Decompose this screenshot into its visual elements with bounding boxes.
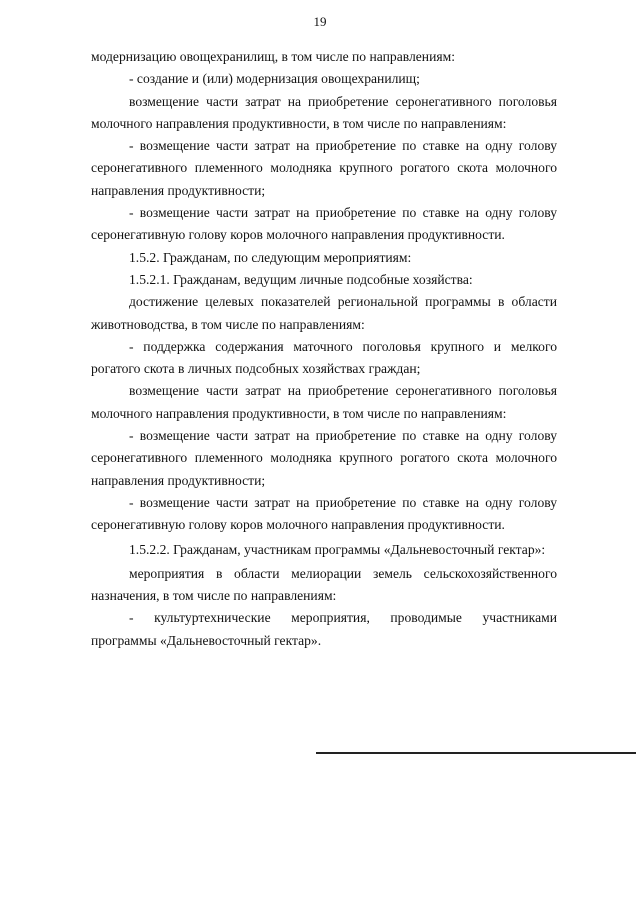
page-divider xyxy=(316,752,636,754)
page-number: 19 xyxy=(313,14,327,29)
document-body xyxy=(91,46,557,652)
paragraph: - возмещение части затрат на приобретение по ставке на одну голову серонегативную голову коров молочного направления продуктивности. xyxy=(91,494,557,533)
paragraph: достижение целевых показателей региональной программы в области животноводства, в том числе по направлениям: xyxy=(91,294,557,332)
paragraph: - возмещение части затрат на приобретение по ставке на одну голову серонегативного племенного молодняка крупного рогатого скота молочного направления продуктивности; xyxy=(91,138,557,198)
subsection-heading: 1.5.2.2. Гражданам, участникам программы «Дальневосточный гектар»: xyxy=(129,541,546,557)
paragraph: возмещение части затрат на приобретение серонегативного поголовья молочного направления продуктивности, в том числе по направлениям: xyxy=(91,383,557,421)
paragraph: возмещение части затрат на приобретение серонегативного поголовья молочного направления продуктивности, в том числе по направлениям: xyxy=(91,93,557,131)
subsection-heading: 1.5.2.1. Гражданам, ведущим личные подсобные хозяйства: xyxy=(129,271,473,287)
paragraph: модернизацию овощехранилищ, в том числе по направлениям: xyxy=(91,49,455,64)
section-heading: 1.5.2. Гражданам, по следующим мероприятиям: xyxy=(129,249,412,265)
paragraph: - возмещение части затрат на приобретение по ставке на одну голову серонегативную голову коров молочного направления продуктивности. xyxy=(91,205,557,243)
paragraph: мероприятия в области мелиорации земель сельскохозяйственного назначения, в том числе по направлениям: xyxy=(91,565,557,604)
paragraph: - возмещение части затрат на приобретение по ставке на одну голову серонегативного племенного молодняка крупного рогатого скота молочного направления продуктивности; xyxy=(91,428,557,488)
paragraph: - создание и (или) модернизация овощехранилищ; xyxy=(129,71,420,87)
paragraph: - поддержка содержания маточного поголовья крупного и мелкого рогатого скота в личных подсобных хозяйствах граждан; xyxy=(91,338,557,377)
paragraph: - культуртехнические мероприятия, проводимые участниками программы «Дальневосточный гектар». xyxy=(91,610,557,648)
